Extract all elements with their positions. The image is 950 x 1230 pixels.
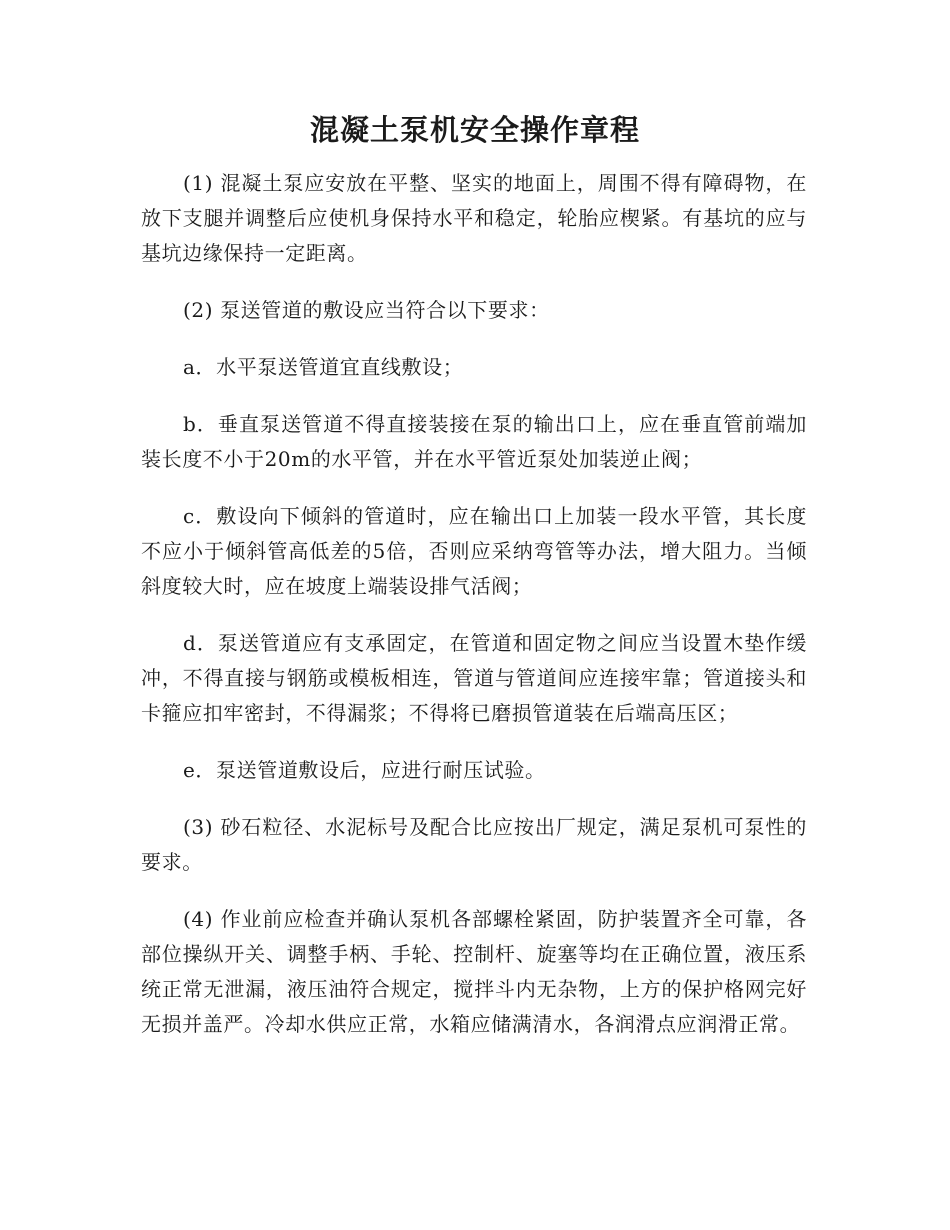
paragraph-2d: d．泵送管道应有支承固定，在管道和固定物之间应当设置木垫作缓冲，不得直接与钢筋或模板相连，管道与管道间应连接牢靠；管道接头和卡箍应扣牢密封，不得漏浆；不得将已磨损管道装在后端高压区； <box>141 631 807 725</box>
document-body <box>141 166 807 1064</box>
paragraph-2b: b．垂直泵送管道不得直接装接在泵的输出口上，应在垂直管前端加装长度不小于20m的水平管，并在水平管近泵处加装逆止阀； <box>141 412 807 471</box>
paragraph-2: (2) 泵送管道的敷设应当符合以下要求： <box>183 298 550 322</box>
paragraph-2c: c．敷设向下倾斜的管道时，应在输出口上加装一段水平管，其长度不应小于倾斜管高低差的5倍，否则应采纳弯管等办法，增大阻力。当倾斜度较大时，应在坡度上端装设排气活阀； <box>141 504 807 598</box>
paragraph-2a: a．水平泵送管道宜直线敷设； <box>183 355 464 379</box>
document-title: 混凝土泵机安全操作章程 <box>309 113 640 147</box>
paragraph-4: (4) 作业前应检查并确认泵机各部螺栓紧固，防护装置齐全可靠，各部位操纵开关、调整手柄、手轮、控制杆、旋塞等均在正确位置，液压系统正常无泄漏，液压油符合规定，搅拌斗内无杂物，上方的保护格网完好无损并盖严。冷却水供应正常，水箱应储满清水，各润滑点应润滑正常。 <box>141 907 807 1036</box>
paragraph-2e: e．泵送管道敷设后，应进行耐压试验。 <box>183 758 546 782</box>
paragraph-1: (1) 混凝土泵应安放在平整、坚实的地面上，周围不得有障碍物，在放下支腿并调整后应使机身保持水平和稳定，轮胎应楔紧。有基坑的应与基坑边缘保持一定距离。 <box>141 171 807 265</box>
paragraph-3: (3) 砂石粒径、水泥标号及配合比应按出厂规定，满足泵机可泵性的要求。 <box>141 815 807 874</box>
